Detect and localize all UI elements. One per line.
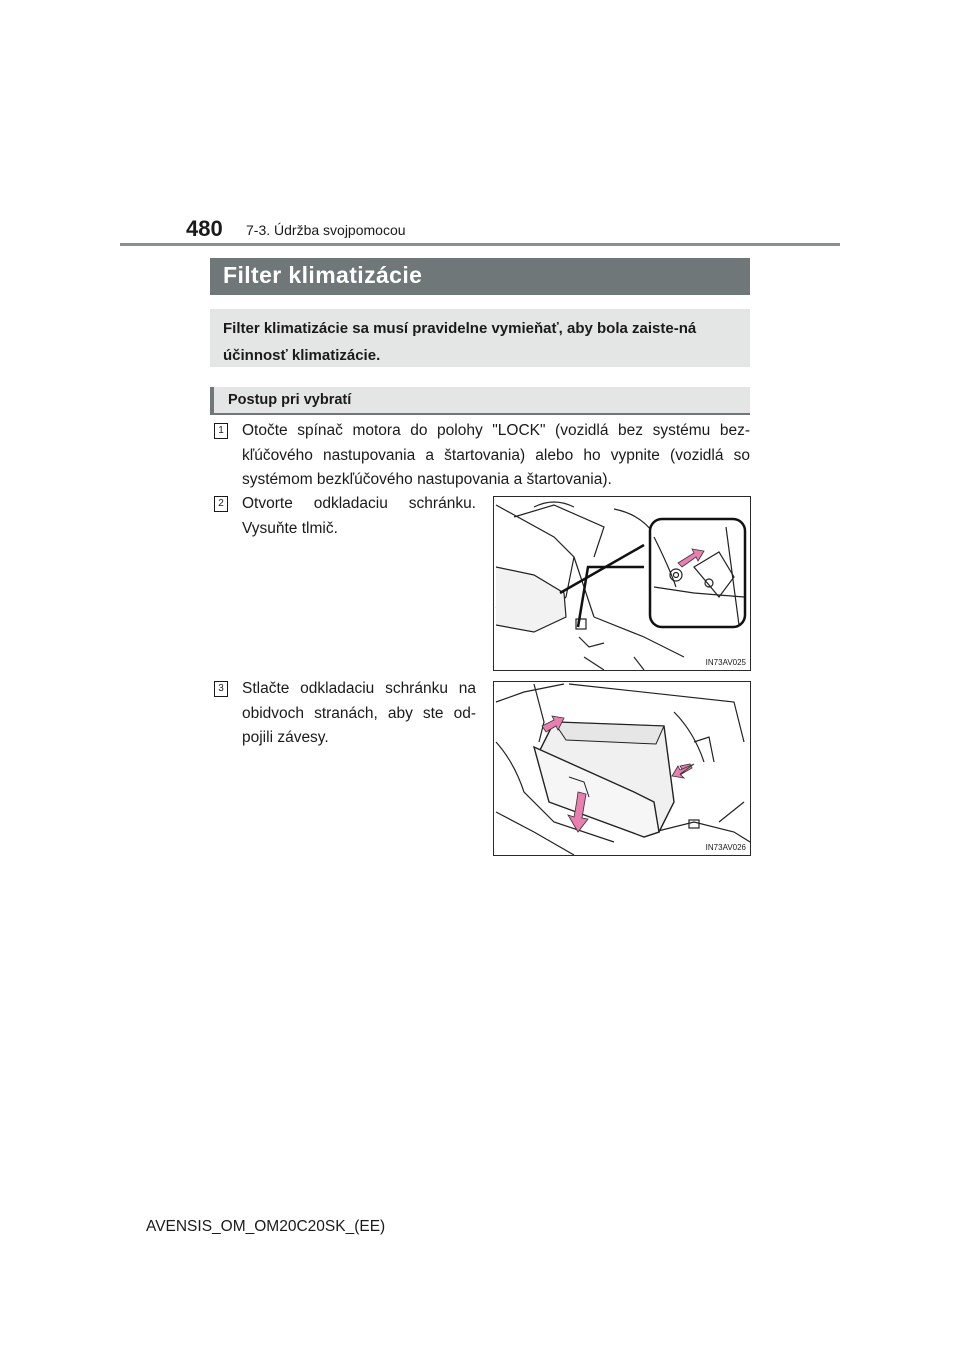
footer-doc-id: AVENSIS_OM_OM20C20SK_(EE) [146,1218,386,1235]
step-1-text: Otočte spínač motora do polohy "LOCK" (vozidlá bez systému bez-kľúčového nastupovania a štartovania) alebo ho vypnite (vozidlá so systémom bezkľúčového nastupovania a štartovania). [242,422,750,488]
section-title: Filter klimatizácie [210,258,750,295]
step-3-text: Stlačte odkladaciu schránku na obidvoch stranách, aby ste od-pojili závesy. [242,680,476,746]
subsection-title: Postup pri vybratí [210,387,750,414]
glovebox-hinges-illustration [494,682,750,855]
intro-box: Filter klimatizácie sa musí pravidelne vymieňať, aby bola zaiste-ná účinnosť klimatizácie. [210,309,750,367]
figure-code-2: IN73AV026 [705,843,746,852]
figure-code-1: IN73AV025 [705,658,746,667]
step-2-number: 2 [214,496,228,512]
subsection-rule [210,413,750,415]
running-header: 7-3. Údržba svojpomocou [246,222,406,238]
step-2-text: Otvorte odkladaciu schránku. Vysuňte tlmič. [242,495,476,537]
header-rule [120,243,840,246]
glovebox-damper-illustration [494,497,750,670]
page-number: 480 [186,216,223,241]
figure-glovebox-damper [493,496,751,671]
figure-glovebox-hinges [493,681,751,856]
step-1-number: 1 [214,423,228,439]
step-3-number: 3 [214,681,228,697]
